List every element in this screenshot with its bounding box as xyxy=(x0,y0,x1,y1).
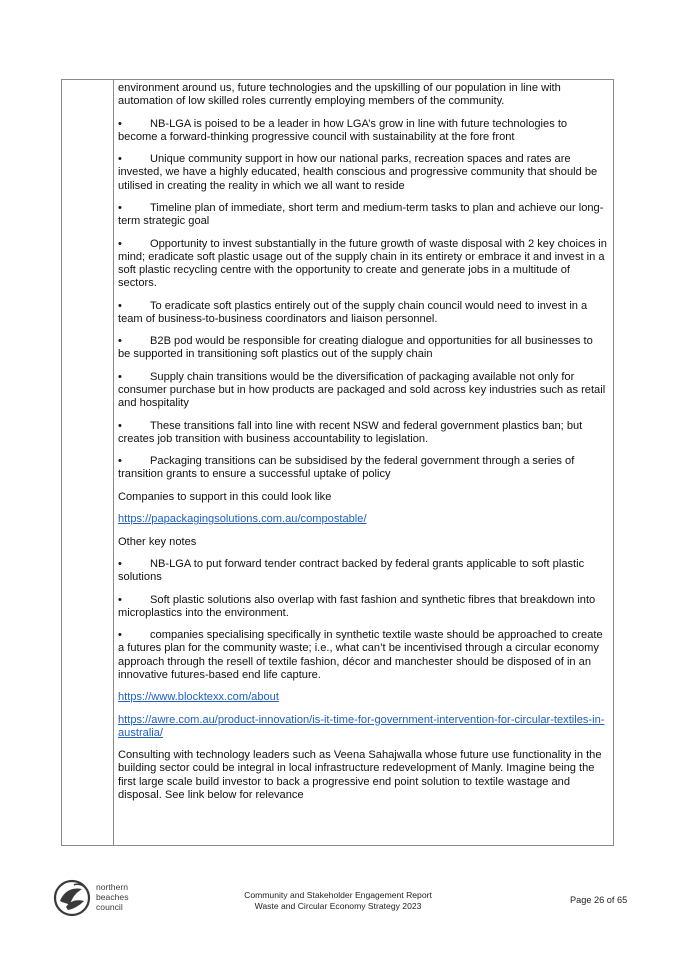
body-paragraph: environment around us, future technologies and the upskilling of our population in line with automation of low skilled roles currently employing members of the community. xyxy=(118,82,561,108)
bullet-item xyxy=(118,594,608,620)
body-paragraph: Companies to support in this could look like xyxy=(118,490,332,503)
council-emblem-icon xyxy=(52,877,94,919)
report-title: Community and Stakeholder Engagement Report xyxy=(244,890,432,900)
hyperlink[interactable]: https://papackagingsolutions.com.au/compostable/ xyxy=(118,513,367,526)
bullet-symbol: • xyxy=(118,370,122,383)
bullet-text: Packaging transitions can be subsidised by the federal government through a series of transition grants to ensure a successful uptake of policy xyxy=(118,455,575,481)
bullet-item xyxy=(118,629,608,682)
page-number: Page 26 of 65 xyxy=(570,895,628,905)
bullet-text: NB-LGA is poised to be a leader in how LGA’s grow in line with future technologies to become a forward-thinking progressive council with sustainability at the fore front xyxy=(118,117,568,143)
bullet-item xyxy=(118,118,608,144)
bullet-text: To eradicate soft plastics entirely out of the supply chain council would need to invest in a team of business-to-business coordinators and liaison personnel. xyxy=(118,299,588,325)
body-paragraph: Consulting with technology leaders such as Veena Sahajwalla whose future use functionality in the building sector could be integral in local infrastructure redevelopment of Manly. Imagine being the first large scale build investor to back a progressive end point solution to textile wastage and disposal. See link below for relevance xyxy=(118,749,602,801)
hyperlink[interactable]: https://www.blocktexx.com/about xyxy=(118,691,279,704)
bullet-symbol: • xyxy=(118,335,122,348)
report-subtitle: Waste and Circular Economy Strategy 2023 xyxy=(254,900,422,911)
bullet-symbol: • xyxy=(118,299,122,312)
bullet-text: companies specialising specifically in synthetic textile waste should be approached to create a futures plan for the community waste; i.e., what can’t be incentivised through a circular economy approach through the resell of textile fashion, décor and manchester should be disposed of in an innovative futures-based end life capture. xyxy=(118,629,603,681)
logo-wordmark xyxy=(96,882,129,912)
bullet-symbol: • xyxy=(118,201,122,214)
logo-line-1: northern xyxy=(96,882,129,892)
northern-beaches-council-logo xyxy=(52,877,147,919)
bullet-symbol: • xyxy=(118,117,122,130)
logo-line-3: council xyxy=(96,902,123,912)
bullet-text: NB-LGA to put forward tender contract backed by federal grants applicable to soft plastic solutions xyxy=(118,557,585,584)
bullet-item xyxy=(118,202,608,228)
bullet-symbol: • xyxy=(118,629,122,642)
bullet-text: Timeline plan of immediate, short term and medium-term tasks to plan and achieve our long-term strategic goal xyxy=(118,201,604,228)
hyperlink-paragraph[interactable] xyxy=(118,714,608,740)
hyperlink-paragraph[interactable] xyxy=(118,691,608,704)
table-cell-content xyxy=(118,82,608,811)
bullet-item xyxy=(118,153,608,193)
bullet-item xyxy=(118,300,608,326)
footer-report-title xyxy=(200,890,476,912)
bullet-symbol: • xyxy=(118,593,122,606)
bullet-text: Soft plastic solutions also overlap with fast fashion and synthetic fibres that breakdown into microplastics into the environment. xyxy=(118,593,596,619)
bullet-symbol: • xyxy=(118,455,122,468)
bullet-text: Unique community support in how our national parks, recreation spaces and rates are invested, we have a highly educated, health conscious and progressive community that should be utilised in creating the reality in which we all want to reside xyxy=(118,153,598,192)
table-column-divider xyxy=(113,80,114,845)
logo-line-2: beaches xyxy=(96,892,129,902)
bullet-item xyxy=(118,335,608,361)
bullet-text: B2B pod would be responsible for creating dialogue and opportunities for all businesses to be supported in transitioning soft plastics out of the supply chain xyxy=(118,335,593,361)
bullet-symbol: • xyxy=(118,153,122,166)
bullet-text: Supply chain transitions would be the diversification of packaging available not only for consumer purchase but in how products are packaged and sold across key industries such as retail and hospitality xyxy=(118,370,606,410)
hyperlink[interactable]: https://awre.com.au/product-innovation/is-it-time-for-government-intervention-for-circular-textiles-in-australia/ xyxy=(118,713,605,739)
bullet-symbol: • xyxy=(118,419,122,432)
bullet-text: Opportunity to invest substantially in the future growth of waste disposal with 2 key choices in mind; eradicate soft plastic usage out of the supply chain in its entirety or embrace it and invest in a soft plastic recycling centre with the opportunity to create and generate jobs in a multitude of sectors. xyxy=(118,237,607,290)
hyperlink-paragraph[interactable] xyxy=(118,513,608,526)
body-paragraph: Other key notes xyxy=(118,535,197,548)
bullet-item xyxy=(118,455,608,481)
bullet-symbol: • xyxy=(118,237,122,250)
bullet-item xyxy=(118,238,608,291)
bullet-text: These transitions fall into line with recent NSW and federal government plastics ban; but creates job transition with business accountability to legislation. xyxy=(118,419,583,445)
bullet-item xyxy=(118,371,608,411)
bullet-item xyxy=(118,558,608,584)
bullet-symbol: • xyxy=(118,557,122,570)
bullet-item xyxy=(118,420,608,446)
